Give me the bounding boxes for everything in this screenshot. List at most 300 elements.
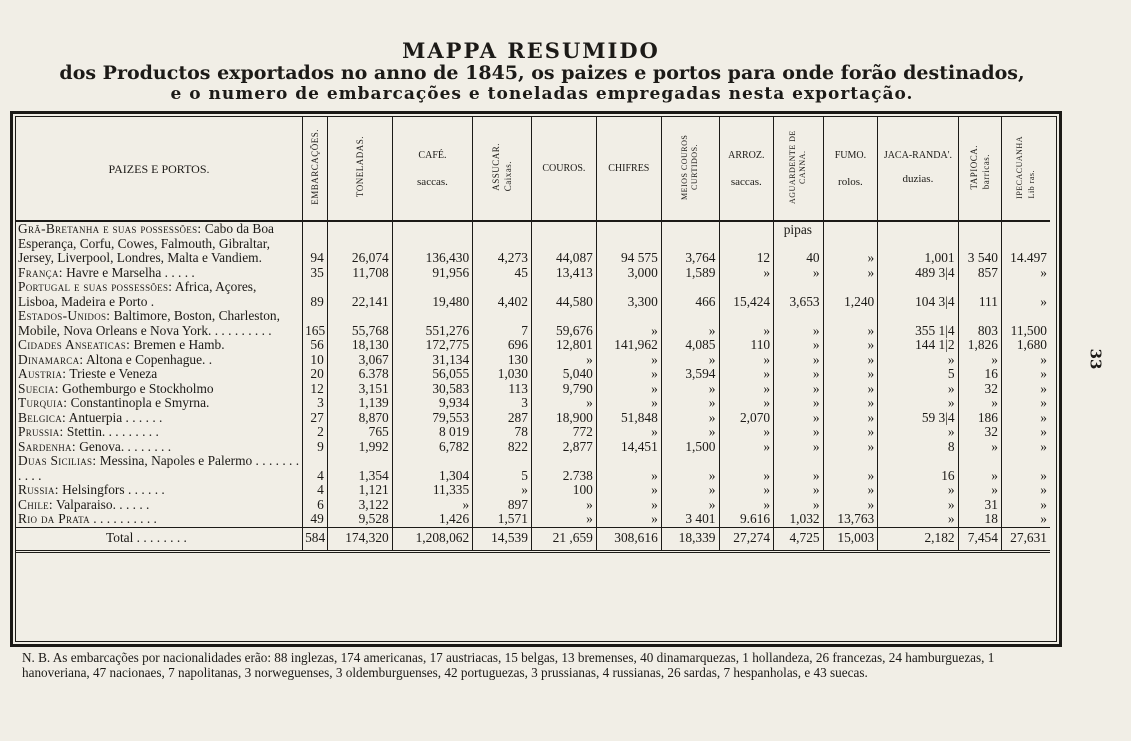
cell-chifres [596, 425, 661, 440]
cell-meios [661, 309, 719, 338]
cell-tapioca [958, 440, 1001, 455]
cell-value: » [763, 424, 771, 439]
cell-arroz [719, 338, 774, 353]
cell-value: 3,764 [685, 250, 716, 265]
cell-value: 141,962 [614, 337, 658, 352]
cell-value: » [651, 496, 658, 512]
cell-value: » [763, 395, 771, 410]
page-title: MAPPA RESUMIDO [402, 38, 660, 63]
cell-tapioca [958, 338, 1001, 353]
country-name: Chile: [18, 496, 53, 512]
ports-list: Antuerpia . . . . . . [66, 409, 163, 425]
cell-value: 822 [507, 438, 528, 454]
cell-value: 144 1|2 [915, 337, 955, 352]
cell-value: » [1040, 264, 1047, 280]
cell-value: 51,848 [620, 409, 658, 425]
cell-value: 9,528 [358, 511, 389, 526]
cell-meios [661, 498, 719, 513]
cell-tapioca [958, 280, 1001, 309]
cell-value: 1,032 [789, 511, 820, 526]
cell-jacaranda [878, 411, 958, 426]
cell-value: » [947, 424, 955, 439]
cell-value: » [867, 250, 875, 265]
cell-cafe [392, 353, 472, 368]
cell-cafe [392, 367, 472, 382]
cell-value: » [991, 482, 998, 497]
cell-value: 56 [310, 337, 324, 352]
cell-value: » [867, 496, 875, 512]
cell-value: » [812, 264, 820, 280]
cell-value: 130 [507, 351, 528, 367]
cell-value: » [586, 496, 593, 512]
cell-value: 8 [947, 438, 955, 454]
cell-value: » [651, 366, 658, 381]
cell-value: » [867, 380, 875, 396]
table-row [16, 512, 1050, 527]
cell-value: 59 3|4 [921, 409, 955, 425]
country-name: Sardenha: [18, 438, 76, 454]
cell-ipeca [1001, 338, 1050, 353]
cell-ton [327, 280, 392, 309]
cell-value: 16 [941, 467, 955, 483]
cell-jacaranda [878, 440, 958, 455]
cell-meios [661, 411, 719, 426]
cell-fumo [823, 266, 878, 281]
cell-value: » [651, 322, 658, 338]
cell-aguardente [774, 280, 823, 309]
cell-value: 32 [984, 424, 998, 439]
total-aguardente: 4,725 [774, 527, 823, 551]
cell-value: 26,074 [351, 250, 389, 265]
cell-value: » [812, 467, 820, 483]
cell-value: 59,676 [556, 322, 593, 338]
cell-aguardente [774, 367, 823, 382]
cell-value: 1,500 [685, 438, 716, 454]
cell-jacaranda [878, 309, 958, 338]
cell-ton [327, 367, 392, 382]
export-table [16, 117, 1050, 553]
cell-ipeca [1001, 512, 1050, 527]
cell-value: » [763, 482, 771, 497]
cell-fumo [823, 280, 878, 309]
cell-assucar [473, 425, 532, 440]
cell-ton [327, 221, 392, 266]
cell-value: 11,708 [352, 264, 389, 280]
cell-value: 6.378 [358, 366, 389, 381]
cell-value: » [947, 351, 955, 367]
cell-value: 4,085 [685, 337, 716, 352]
cell-meios [661, 338, 719, 353]
cell-value: » [763, 467, 771, 483]
cell-value: 16 [984, 366, 998, 381]
cell-assucar [473, 309, 532, 338]
cell-ipeca [1001, 483, 1050, 498]
ports-list: Havre e Marselha . . . . . [62, 264, 195, 280]
ports-list: Stettin. . . . . . . . . [63, 424, 159, 439]
cell-value: 3,151 [358, 380, 389, 396]
cell-emb [303, 382, 328, 397]
cell-value: 18,900 [556, 409, 593, 425]
cell-ton [327, 396, 392, 411]
cell-chifres [596, 440, 661, 455]
cell-value: 14.497 [1010, 250, 1047, 265]
total-couros: 21 ,659 [531, 527, 596, 551]
cell-emb [303, 454, 328, 483]
table-row [16, 425, 1050, 440]
cell-ipeca [1001, 425, 1050, 440]
cell-value: » [763, 380, 771, 396]
cell-value: 5 [521, 467, 528, 483]
cell-emb [303, 498, 328, 513]
cell-tapioca [958, 367, 1001, 382]
cell-value: » [651, 482, 658, 497]
cell-fumo [823, 396, 878, 411]
total-tapioca: 7,454 [958, 527, 1001, 551]
table-row [16, 309, 1050, 338]
cell-ton [327, 353, 392, 368]
cell-ton [327, 382, 392, 397]
cell-aguardente [774, 353, 823, 368]
ports-list: Messina, Napoles e Palermo . . . . . . . . . . . [18, 453, 300, 483]
cell-value: 5,040 [562, 366, 593, 381]
cell-value: » [867, 366, 875, 381]
cell-couros [531, 338, 596, 353]
col-header-assucar: ASSUCAR. Caixas. [473, 117, 532, 221]
ports-list: Genova. . . . . . . . [75, 438, 172, 454]
cell-ton [327, 309, 392, 338]
cell-value: » [763, 322, 771, 338]
cell-couros [531, 411, 596, 426]
cell-assucar [473, 483, 532, 498]
cell-meios [661, 353, 719, 368]
cell-value: 27 [310, 409, 324, 425]
cell-value: » [763, 351, 771, 367]
table-row [16, 280, 1050, 309]
cell-ipeca [1001, 440, 1050, 455]
cell-value: » [991, 395, 998, 410]
cell-paizes [16, 338, 303, 353]
cell-fumo [823, 498, 878, 513]
cell-chifres [596, 512, 661, 527]
cell-value: 18,130 [351, 337, 389, 352]
total-ipeca: 27,631 [1001, 527, 1050, 551]
cell-value: 11,335 [432, 482, 470, 497]
cell-value: 19,480 [432, 293, 470, 309]
cell-value: » [947, 511, 955, 526]
cell-value: » [867, 322, 875, 338]
cell-aguardente [774, 266, 823, 281]
cell-value: » [812, 409, 820, 425]
ports-list: Altona e Copenhague. . [83, 351, 213, 367]
cell-cafe [392, 221, 472, 266]
cell-value: 3,122 [358, 496, 389, 512]
cell-value: 1,571 [497, 511, 528, 526]
cell-value: 172,775 [425, 337, 470, 352]
total-label: Total . . . . . . . . [16, 527, 303, 551]
cell-value: 45 [514, 264, 528, 280]
cell-paizes [16, 498, 303, 513]
cell-value: » [947, 380, 955, 396]
cell-meios [661, 367, 719, 382]
subtitle-line-2: e o numero de embarcações e toneladas empregadas nesta exportação. [170, 84, 914, 104]
col-header-aguardente: AGUARDENTE DE CANNA. [774, 117, 823, 221]
cell-aguardente [774, 440, 823, 455]
cell-value: 78 [514, 424, 528, 439]
cell-couros [531, 454, 596, 483]
cell-ipeca [1001, 454, 1050, 483]
cell-meios [661, 396, 719, 411]
cell-value: » [867, 351, 875, 367]
cell-value: 4 [317, 467, 324, 483]
cell-value: » [867, 409, 875, 425]
cell-arroz [719, 280, 774, 309]
cell-value: » [651, 351, 658, 367]
cell-value: 1,426 [439, 511, 470, 526]
cell-arroz [719, 425, 774, 440]
cell-arroz [719, 440, 774, 455]
cell-value: 3 [521, 395, 528, 410]
cell-value: 9,790 [562, 380, 593, 396]
table-row [16, 483, 1050, 498]
cell-value: » [812, 482, 820, 497]
ports-list: Cabo da Boa Esperança, Corfu, Cowes, Falmouth, Gibraltar, Jersey, Liverpool, Londres, Malta e Vandiem. [18, 221, 274, 265]
cell-cafe [392, 280, 472, 309]
col-header-couros: COUROS. [531, 117, 596, 221]
cell-value: » [867, 337, 875, 352]
cell-value: 104 3|4 [915, 293, 955, 309]
cell-value: » [521, 482, 528, 497]
col-header-paizes: PAIZES E PORTOS. [16, 117, 303, 221]
cell-tapioca [958, 396, 1001, 411]
cell-assucar [473, 221, 532, 266]
total-emb: 584 [303, 527, 328, 551]
cell-ipeca [1001, 280, 1050, 309]
cell-value: » [763, 438, 771, 454]
table-row [16, 411, 1050, 426]
cell-emb [303, 266, 328, 281]
cell-couros [531, 309, 596, 338]
cell-value: 13,763 [837, 511, 875, 526]
cell-cafe [392, 483, 472, 498]
cell-value: » [651, 511, 658, 526]
cell-value: 3 [317, 395, 324, 410]
cell-aguardente [774, 221, 823, 266]
cell-paizes [16, 382, 303, 397]
cell-value: » [708, 322, 716, 338]
total-arroz: 27,274 [719, 527, 774, 551]
cell-ipeca [1001, 367, 1050, 382]
cell-couros [531, 440, 596, 455]
cell-value: 551,276 [425, 322, 470, 338]
cell-fumo [823, 353, 878, 368]
cell-arroz [719, 411, 774, 426]
cell-fumo [823, 309, 878, 338]
subtitle-line-1: dos Productos exportados no anno de 1845, os paizes e portos para onde forão destinados, [59, 62, 1025, 84]
cell-emb [303, 425, 328, 440]
footnote: N. B. As embarcações por nacionalidades erão: 88 inglezas, 174 americanas, 17 austriacas, 15 belgas, 13 bremenses, 40 dinamarquezas, 1 hollandeza, 26 francezas, 24 hamburguezas, 1 hanoveriana, 47 nacionaes, 7 napolitanas, 3 norweguenses, 3 oldemburguenses, 42 portuguezas, 3 prussianas, 4 russianas, 26 sardas, 7 hespanholas, e 43 suecas. [22, 650, 995, 680]
cell-meios [661, 280, 719, 309]
cell-emb [303, 367, 328, 382]
cell-emb [303, 280, 328, 309]
cell-value: » [991, 467, 998, 483]
cell-value: 94 575 [620, 250, 658, 265]
cell-value: 1,826 [967, 337, 998, 352]
cell-value: » [1040, 293, 1047, 309]
cell-jacaranda [878, 483, 958, 498]
cell-value: 1,030 [497, 366, 528, 381]
cell-chifres [596, 483, 661, 498]
table-row [16, 440, 1050, 455]
cell-value: » [947, 496, 955, 512]
cell-paizes [16, 425, 303, 440]
col-header-fumo: FUMO. rolos. [823, 117, 878, 221]
total-fumo: 15,003 [823, 527, 878, 551]
cell-tapioca [958, 353, 1001, 368]
cell-paizes [16, 367, 303, 382]
cell-value: 2 [317, 424, 324, 439]
cell-value: 3,653 [789, 293, 820, 309]
cell-value: » [812, 395, 820, 410]
cell-cafe [392, 396, 472, 411]
cell-value: 1,240 [844, 293, 875, 309]
cell-value: » [586, 351, 593, 367]
cell-jacaranda [878, 498, 958, 513]
cell-value: » [1040, 395, 1047, 410]
cell-value: » [462, 496, 470, 512]
cell-value: 1,589 [685, 264, 716, 280]
cell-value: 3,300 [627, 293, 658, 309]
cell-value: 6,782 [439, 438, 470, 454]
cell-tapioca [958, 483, 1001, 498]
country-name: Suecia: [18, 380, 59, 396]
cell-value: » [1040, 511, 1047, 526]
cell-value: 11,500 [1010, 322, 1047, 338]
cell-paizes [16, 411, 303, 426]
cell-value: 287 [507, 409, 528, 425]
table-row [16, 353, 1050, 368]
cell-value: 9,934 [439, 395, 470, 410]
cell-emb [303, 483, 328, 498]
cell-value: » [1040, 438, 1047, 454]
cell-fumo [823, 454, 878, 483]
cell-value: » [1040, 380, 1047, 396]
cell-value: 12 [756, 250, 771, 265]
cell-value: 1,139 [358, 395, 389, 410]
cell-value: 857 [977, 264, 998, 280]
cell-value: » [812, 322, 820, 338]
cell-value: 772 [572, 424, 593, 439]
cell-couros [531, 382, 596, 397]
cell-value: 489 3|4 [915, 264, 955, 280]
cell-ton [327, 440, 392, 455]
cell-aguardente [774, 512, 823, 527]
cell-jacaranda [878, 512, 958, 527]
cell-value: » [867, 424, 875, 439]
col-header-chifres: CHIFRES [596, 117, 661, 221]
cell-jacaranda [878, 382, 958, 397]
cell-chifres [596, 266, 661, 281]
cell-value: 13,413 [556, 264, 593, 280]
cell-fumo [823, 425, 878, 440]
col-header-arroz: ARROZ. saccas. [719, 117, 774, 221]
cell-aguardente [774, 396, 823, 411]
cell-value: » [812, 438, 820, 454]
cell-couros [531, 353, 596, 368]
cell-value: » [708, 467, 716, 483]
cell-arroz [719, 221, 774, 266]
col-header-meios-couros: MEIOS COUROS CURTIDOS. [661, 117, 719, 221]
header-row [16, 117, 1050, 221]
cell-aguardente [774, 309, 823, 338]
cell-couros [531, 221, 596, 266]
cell-assucar [473, 396, 532, 411]
cell-tapioca [958, 221, 1001, 266]
cell-meios [661, 266, 719, 281]
cell-couros [531, 280, 596, 309]
cell-value: 94 [310, 250, 324, 265]
cell-value: 1,680 [1016, 337, 1047, 352]
cell-value: » [867, 264, 875, 280]
cell-value: 55,768 [351, 322, 389, 338]
cell-couros [531, 425, 596, 440]
cell-cafe [392, 266, 472, 281]
cell-value: 3 540 [967, 250, 998, 265]
cell-arroz [719, 483, 774, 498]
cell-paizes [16, 396, 303, 411]
cell-value: » [651, 395, 658, 410]
cell-value: 3,594 [685, 366, 716, 381]
cell-paizes [16, 512, 303, 527]
cell-fumo [823, 221, 878, 266]
country-name: Prussia: [18, 424, 64, 439]
cell-value: » [812, 337, 820, 352]
cell-value: » [708, 496, 716, 512]
col-header-ipeca: IPECACUANHA Lib ras. [1001, 117, 1050, 221]
cell-value: 355 1|4 [915, 322, 955, 338]
cell-arroz [719, 512, 774, 527]
cell-value: 22,141 [351, 293, 389, 309]
total-jacaranda: 2,182 [878, 527, 958, 551]
cell-meios [661, 512, 719, 527]
cell-ipeca [1001, 396, 1050, 411]
col-header-cafe: CAFÉ. saccas. [392, 117, 472, 221]
cell-chifres [596, 382, 661, 397]
cell-emb [303, 440, 328, 455]
ports-list: Trieste e Veneza [66, 366, 158, 381]
ports-list: Valparaiso. . . . . . [52, 496, 150, 512]
cell-value: 14,451 [620, 438, 658, 454]
cell-paizes [16, 353, 303, 368]
cell-jacaranda [878, 266, 958, 281]
cell-value: » [1040, 496, 1047, 512]
cell-value: » [763, 496, 771, 512]
cell-value: 1,992 [358, 438, 389, 454]
cell-couros [531, 483, 596, 498]
cell-emb [303, 309, 328, 338]
cell-fumo [823, 483, 878, 498]
cell-assucar [473, 353, 532, 368]
cell-ton [327, 425, 392, 440]
ports-list: Constantinopla e Smyrna. [67, 395, 210, 410]
cell-jacaranda [878, 353, 958, 368]
country-name: Portugal e suas possessões: [18, 279, 173, 294]
cell-value: » [867, 467, 875, 483]
cell-jacaranda [878, 396, 958, 411]
cell-value: 165 [305, 322, 326, 338]
cell-value: 2,070 [739, 409, 771, 425]
cell-chifres [596, 353, 661, 368]
cell-cafe [392, 338, 472, 353]
